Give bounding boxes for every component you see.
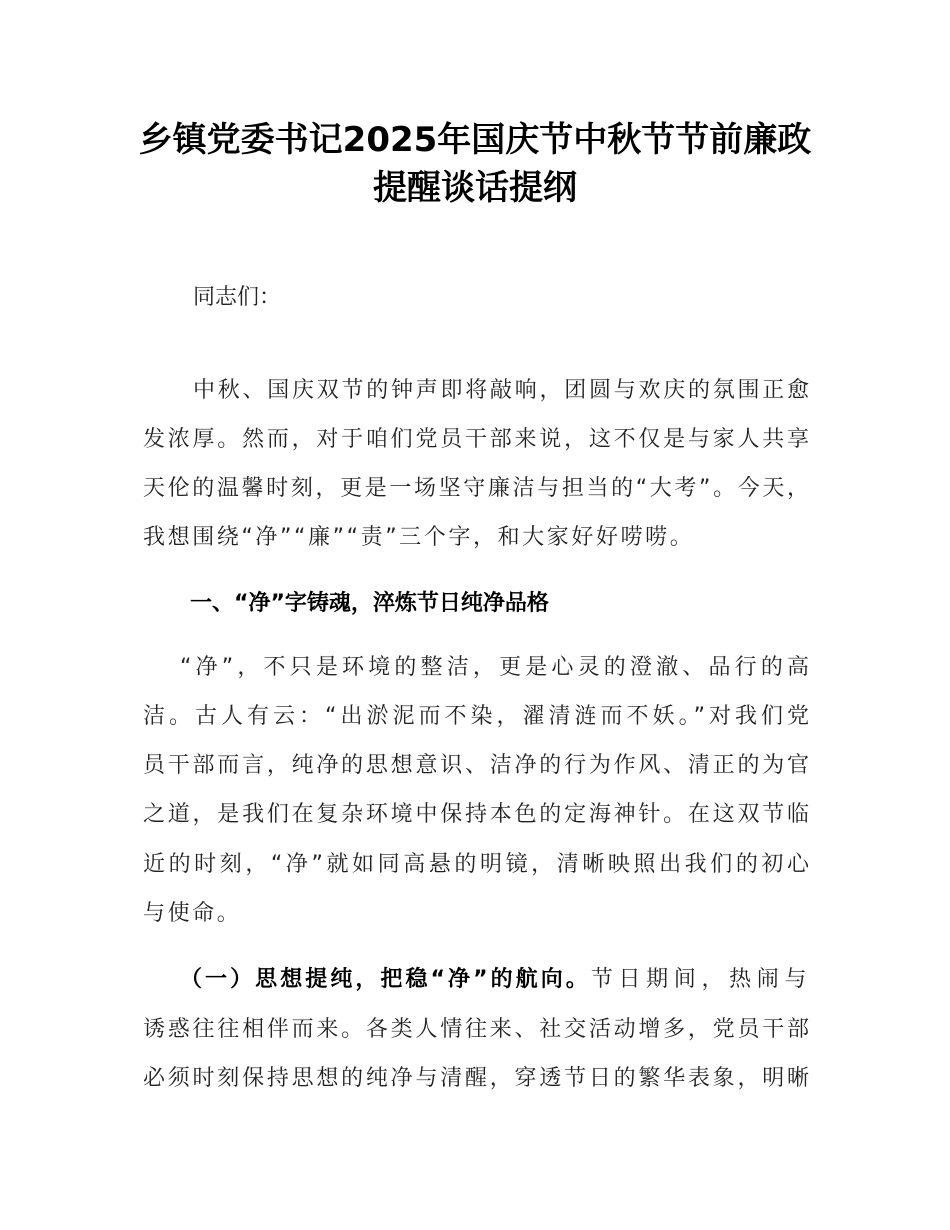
paragraph-line: 必须时刻保持思想的纯净与清醒，穿透节日的繁华表象，明晰 [143, 1066, 809, 1091]
document-title-line-2: 提醒谈话提纲 [373, 168, 577, 208]
paragraph-line: 与使命。 [143, 901, 242, 926]
paragraph-line: 中秋、国庆双节的钟声即将敲响，团圆与欢庆的氛围正愈 [193, 378, 809, 403]
salutation: 同志们： [193, 285, 282, 310]
paragraph-line: 洁。古人有云：“出淤泥而不染，濯清涟而不妖。”对我们党 [143, 704, 809, 729]
paragraph-text: 节日期间，热闹与 [590, 967, 809, 992]
paragraph-line: 发浓厚。然而，对于咱们党员干部来说，这不仅是与家人共享 [143, 427, 809, 452]
section-heading: 一、“净”字铸魂，淬炼节日纯净品格 [190, 591, 549, 616]
paragraph-line: 我想围绕“净”“廉”“责”三个字，和大家好好唠唠。 [143, 525, 695, 550]
document-title-line-1: 乡镇党委书记2025年国庆节中秋节节前廉政 [138, 120, 812, 160]
paragraph-line: 诱惑往往相伴而来。各类人情往来、社交活动增多，党员干部 [143, 1017, 809, 1042]
paragraph-line: 员干部而言，纯净的思想意识、洁净的行为作风、清正的为官 [143, 753, 809, 778]
paragraph-line: 天伦的温馨时刻，更是一场坚守廉洁与担当的“大考”。今天， [143, 476, 809, 501]
paragraph-line: 之道，是我们在复杂环境中保持本色的定海神针。在这双节临 [143, 802, 809, 827]
paragraph-line [180, 965, 809, 995]
paragraph-line: 近的时刻，“净”就如同高悬的明镜，清晰映照出我们的初心 [143, 852, 809, 877]
subsection-heading: （一）思想提纯，把稳“净”的航向。 [180, 967, 591, 992]
paragraph-line: “净”，不只是环境的整洁，更是心灵的澄澈、品行的高 [180, 655, 809, 680]
